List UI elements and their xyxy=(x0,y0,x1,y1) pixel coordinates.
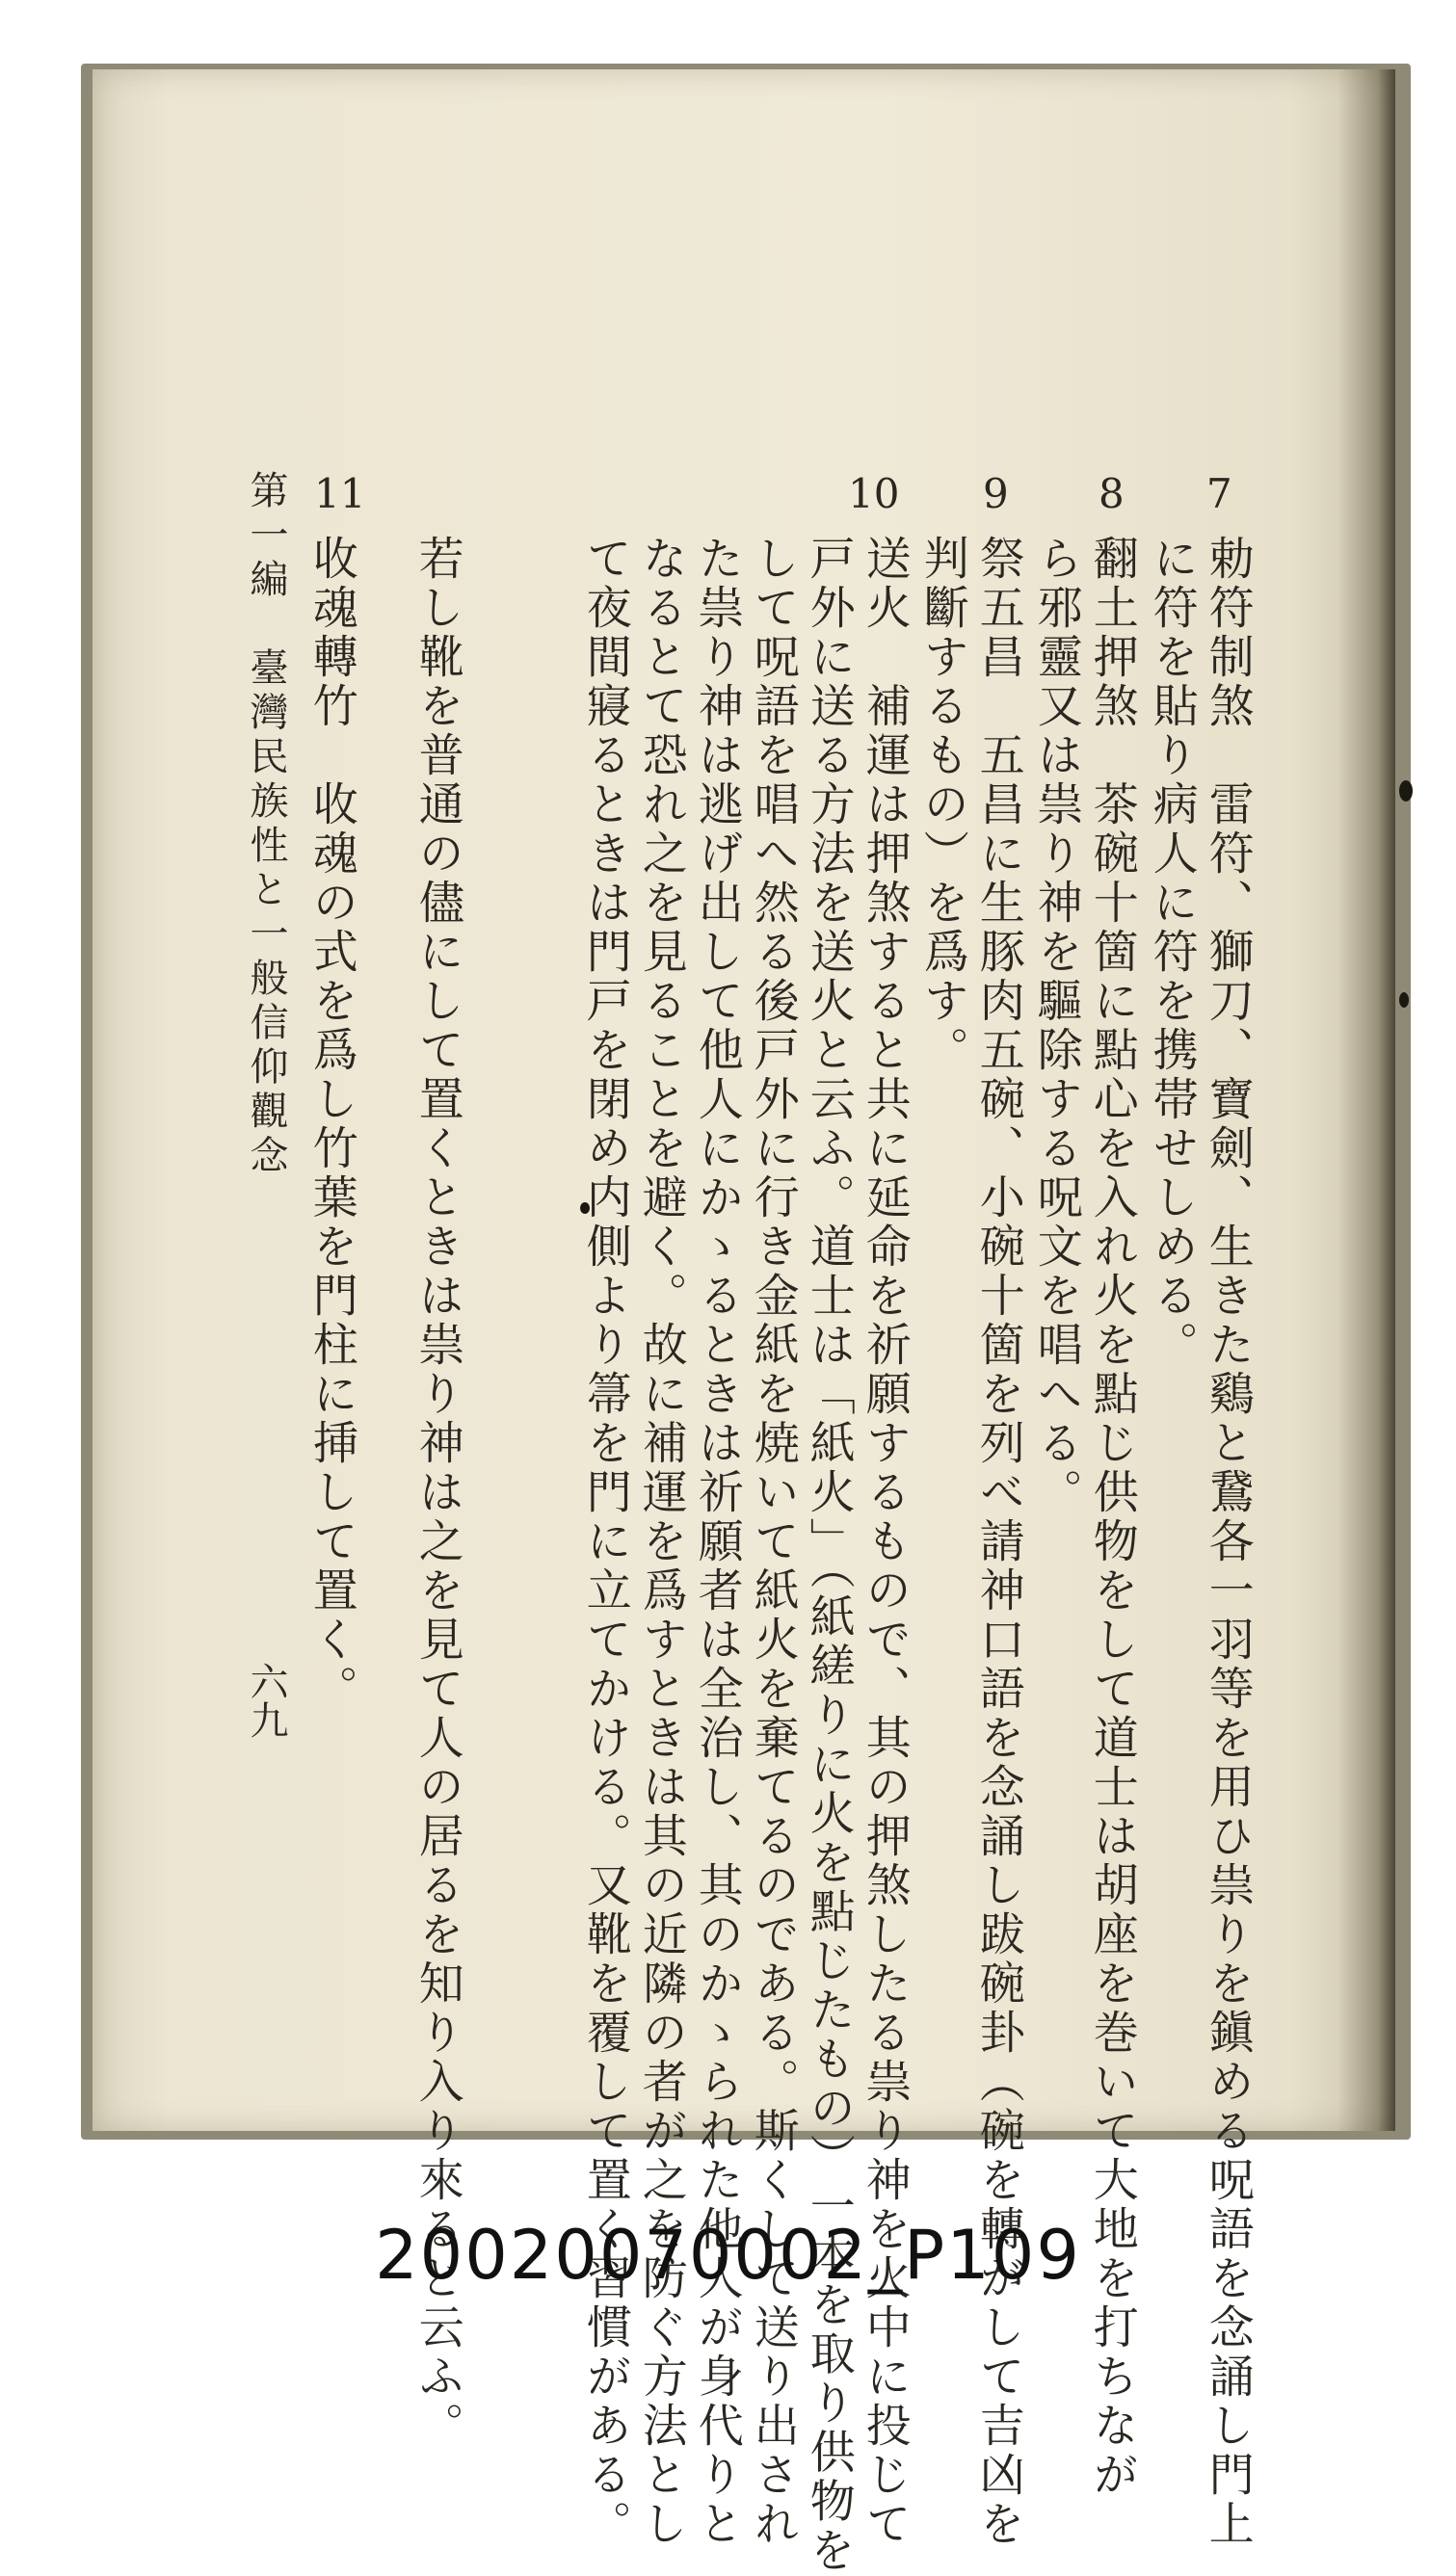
entry-7-line-2: に符を貼り病人に符を携帯せしめる。 xyxy=(1145,535,1199,1370)
entry-10-line-6: て夜間寢るときは門戸を閉め内側より箒を門に立てかける。又靴を覆して置く習慣がある。 xyxy=(578,535,632,2549)
section-title: 第一編 臺灣民族性と一般信仰觀念 xyxy=(244,470,288,1179)
entry-9-line-1: 祭五昌 五昌に生豚肉五碗、小碗十箇を列べ請神口語を念誦し跋碗卦（碗を轉がして吉凶を xyxy=(971,535,1025,2549)
entry-11-line-1: 收魂轉竹 收魂の式を爲し竹葉を門柱に挿して置く。 xyxy=(304,535,358,1714)
entry-10-line-2: 戸外に送る方法を送火と云ふ。道士は「紙火」（紙縒りに火を點じたもの）一本を取り供物を xyxy=(802,535,856,2576)
catalog-id: 20020070002_P109 xyxy=(375,2216,1081,2295)
entry-number-11: 11 xyxy=(314,470,366,517)
entry-number-7: 7 xyxy=(1206,470,1232,517)
entry-number-9: 9 xyxy=(983,470,1009,517)
entry-10-line-4: た祟り神は逃げ出して他人にかゝるときは祈願者は全治し、其のかゝられた他人が身代りと xyxy=(690,535,744,2549)
entry-9-line-2: 判斷するもの）を爲す。 xyxy=(915,535,969,1075)
entry-8-line-2: ら邪靈又は祟り神を驅除する呪文を唱へる。 xyxy=(1029,535,1083,1517)
entry-10-line-1: 送火 補運は押煞すると共に延命を祈願するもので、其の押煞したる祟り神を火中に投じて xyxy=(858,535,912,2549)
entry-8-line-1: 翻土押煞 茶碗十箇に點心を入れ火を點じ供物をして道士は胡座を巻いて大地を打ちなが xyxy=(1085,535,1139,2500)
entry-7-line-1: 勅符制煞 雷符、獅刀、寶劍、生きた鷄と鵞各一羽等を用ひ祟りを鎭める呪語を念誦し門上 xyxy=(1201,535,1255,2549)
page-number: 六九 xyxy=(244,1662,288,1739)
entry-number-8: 8 xyxy=(1099,470,1125,517)
entry-number-10: 10 xyxy=(848,470,900,517)
ink-blot xyxy=(1399,992,1409,1008)
page-gutter xyxy=(1337,69,1395,2131)
entry-11-line-2: 若し靴を普通の儘にして置くときは祟り神は之を見て人の居るを知り入り來ると云ふ。 xyxy=(410,535,464,2451)
entry-10-line-3: して呪語を唱へ然る後戸外に行き金紙を焼いて紙火を棄てるのである。斯くして送り出され xyxy=(746,535,800,2549)
ink-blot xyxy=(1399,780,1413,802)
entry-10-line-5: なるとて恐れ之を見ることを避く。故に補運を爲すときは其の近隣の者が之を防ぐ方法とし xyxy=(634,535,688,2549)
